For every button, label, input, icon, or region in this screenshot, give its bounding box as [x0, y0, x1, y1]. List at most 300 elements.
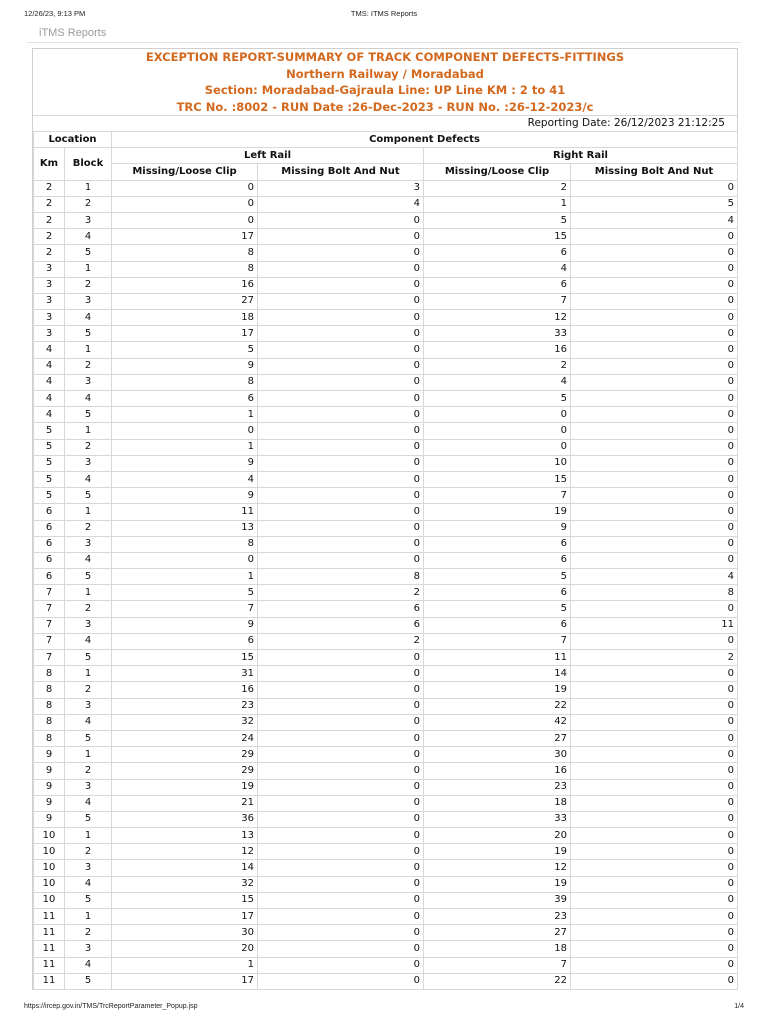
left-bolt-cell: 0 [258, 358, 424, 374]
left-bolt-cell: 0 [258, 892, 424, 908]
right-bolt-cell: 11 [571, 617, 738, 633]
block-cell: 4 [65, 229, 112, 245]
km-cell: 11 [34, 925, 65, 941]
right-clip-cell: 16 [424, 342, 571, 358]
table-row [34, 471, 738, 487]
left-bolt-cell: 2 [258, 633, 424, 649]
right-clip-cell: 27 [424, 730, 571, 746]
print-url: https://ircep.gov.in/TMS/TrcReportParameter_Popup.jsp [24, 1003, 198, 1010]
table-row [34, 310, 738, 326]
left-clip-cell: 0 [112, 423, 258, 439]
block-cell: 5 [65, 892, 112, 908]
right-clip-cell: 4 [424, 261, 571, 277]
km-cell: 4 [34, 391, 65, 407]
right-bolt-cell: 0 [571, 811, 738, 827]
left-bolt-header: Missing Bolt And Nut [258, 164, 424, 180]
block-cell: 3 [65, 536, 112, 552]
left-bolt-cell: 0 [258, 391, 424, 407]
table-row [34, 779, 738, 795]
right-clip-cell: 15 [424, 471, 571, 487]
table-row [34, 488, 738, 504]
left-bolt-cell: 0 [258, 730, 424, 746]
km-cell: 7 [34, 650, 65, 666]
block-cell: 1 [65, 180, 112, 196]
right-bolt-cell: 0 [571, 229, 738, 245]
block-cell: 1 [65, 423, 112, 439]
left-bolt-cell: 0 [258, 747, 424, 763]
left-bolt-cell: 6 [258, 601, 424, 617]
block-cell: 1 [65, 909, 112, 925]
km-cell: 4 [34, 358, 65, 374]
block-cell: 3 [65, 860, 112, 876]
left-clip-cell: 14 [112, 860, 258, 876]
right-clip-cell: 15 [424, 229, 571, 245]
left-clip-cell: 13 [112, 520, 258, 536]
block-cell: 1 [65, 261, 112, 277]
right-bolt-cell: 0 [571, 860, 738, 876]
right-bolt-cell: 2 [571, 650, 738, 666]
left-clip-cell: 17 [112, 973, 258, 989]
right-bolt-cell: 5 [571, 196, 738, 212]
km-cell: 5 [34, 488, 65, 504]
left-bolt-cell: 0 [258, 682, 424, 698]
left-clip-cell: 17 [112, 229, 258, 245]
km-cell: 10 [34, 892, 65, 908]
block-cell: 3 [65, 293, 112, 309]
left-clip-cell: 18 [112, 310, 258, 326]
right-bolt-cell: 0 [571, 342, 738, 358]
right-bolt-cell: 0 [571, 941, 738, 957]
right-clip-cell: 9 [424, 520, 571, 536]
left-clip-cell: 19 [112, 779, 258, 795]
table-row [34, 860, 738, 876]
right-bolt-cell: 4 [571, 569, 738, 585]
table-row [34, 973, 738, 989]
block-cell: 4 [65, 714, 112, 730]
print-page-number: 1/4 [734, 1003, 744, 1010]
right-clip-cell: 23 [424, 909, 571, 925]
table-row [34, 245, 738, 261]
km-cell: 2 [34, 229, 65, 245]
right-clip-cell: 5 [424, 569, 571, 585]
left-clip-cell: 27 [112, 293, 258, 309]
block-cell: 2 [65, 925, 112, 941]
right-clip-cell: 7 [424, 633, 571, 649]
left-bolt-cell: 0 [258, 844, 424, 860]
right-clip-cell: 0 [424, 407, 571, 423]
right-bolt-cell: 0 [571, 552, 738, 568]
defects-table-body [34, 180, 738, 989]
left-bolt-cell: 0 [258, 310, 424, 326]
left-clip-cell: 16 [112, 682, 258, 698]
left-bolt-cell: 0 [258, 407, 424, 423]
left-clip-cell: 23 [112, 698, 258, 714]
km-cell: 7 [34, 617, 65, 633]
block-cell: 2 [65, 763, 112, 779]
km-cell: 6 [34, 536, 65, 552]
left-bolt-cell: 0 [258, 698, 424, 714]
km-cell: 3 [34, 261, 65, 277]
table-row [34, 504, 738, 520]
table-row [34, 617, 738, 633]
right-clip-cell: 12 [424, 310, 571, 326]
table-row [34, 763, 738, 779]
table-row [34, 811, 738, 827]
left-bolt-cell: 0 [258, 650, 424, 666]
km-cell: 4 [34, 407, 65, 423]
km-cell: 8 [34, 666, 65, 682]
right-clip-cell: 20 [424, 828, 571, 844]
block-cell: 2 [65, 439, 112, 455]
left-clip-cell: 21 [112, 795, 258, 811]
right-bolt-cell: 0 [571, 293, 738, 309]
table-row [34, 358, 738, 374]
left-bolt-cell: 0 [258, 504, 424, 520]
km-header: Km [34, 148, 65, 180]
left-bolt-cell: 0 [258, 666, 424, 682]
block-cell: 3 [65, 617, 112, 633]
left-clip-cell: 5 [112, 342, 258, 358]
left-clip-cell: 1 [112, 569, 258, 585]
right-bolt-cell: 0 [571, 439, 738, 455]
table-row [34, 342, 738, 358]
table-row [34, 536, 738, 552]
right-clip-cell: 6 [424, 552, 571, 568]
left-rail-header: Left Rail [112, 148, 424, 164]
right-bolt-cell: 0 [571, 374, 738, 390]
table-row [34, 682, 738, 698]
left-clip-cell: 9 [112, 617, 258, 633]
left-bolt-cell: 3 [258, 180, 424, 196]
block-cell: 5 [65, 407, 112, 423]
km-cell: 3 [34, 277, 65, 293]
block-cell: 2 [65, 358, 112, 374]
block-cell: 4 [65, 957, 112, 973]
table-row [34, 585, 738, 601]
km-cell: 9 [34, 811, 65, 827]
right-clip-cell: 42 [424, 714, 571, 730]
right-bolt-cell: 0 [571, 504, 738, 520]
right-bolt-cell: 0 [571, 471, 738, 487]
left-clip-cell: 7 [112, 601, 258, 617]
left-bolt-cell: 0 [258, 212, 424, 228]
km-cell: 4 [34, 342, 65, 358]
table-row [34, 277, 738, 293]
right-bolt-cell: 4 [571, 212, 738, 228]
table-row [34, 407, 738, 423]
km-cell: 2 [34, 245, 65, 261]
km-cell: 9 [34, 779, 65, 795]
block-cell: 1 [65, 504, 112, 520]
block-cell: 3 [65, 779, 112, 795]
left-clip-cell: 12 [112, 844, 258, 860]
table-row [34, 439, 738, 455]
table-row [34, 828, 738, 844]
km-cell: 2 [34, 212, 65, 228]
left-bolt-cell: 0 [258, 941, 424, 957]
block-cell: 5 [65, 488, 112, 504]
left-clip-cell: 16 [112, 277, 258, 293]
left-bolt-cell: 0 [258, 763, 424, 779]
left-clip-cell: 15 [112, 650, 258, 666]
left-clip-cell: 4 [112, 471, 258, 487]
right-bolt-cell: 0 [571, 682, 738, 698]
component-defects-header: Component Defects [112, 132, 738, 148]
left-clip-cell: 1 [112, 439, 258, 455]
table-row [34, 957, 738, 973]
right-bolt-cell: 0 [571, 957, 738, 973]
left-clip-cell: 29 [112, 747, 258, 763]
right-bolt-cell: 0 [571, 261, 738, 277]
left-bolt-cell: 0 [258, 455, 424, 471]
block-cell: 2 [65, 196, 112, 212]
right-bolt-header: Missing Bolt And Nut [571, 164, 738, 180]
left-clip-cell: 9 [112, 488, 258, 504]
right-bolt-cell: 0 [571, 730, 738, 746]
left-bolt-cell: 0 [258, 261, 424, 277]
block-cell: 2 [65, 277, 112, 293]
right-clip-cell: 33 [424, 811, 571, 827]
reporting-date: Reporting Date: 26/12/2023 21:12:25 [33, 115, 737, 131]
km-cell: 3 [34, 326, 65, 342]
km-cell: 11 [34, 909, 65, 925]
block-cell: 4 [65, 471, 112, 487]
right-bolt-cell: 0 [571, 520, 738, 536]
km-cell: 10 [34, 876, 65, 892]
left-clip-cell: 24 [112, 730, 258, 746]
right-bolt-cell: 0 [571, 795, 738, 811]
left-bolt-cell: 0 [258, 779, 424, 795]
right-clip-cell: 22 [424, 698, 571, 714]
block-cell: 1 [65, 747, 112, 763]
right-clip-cell: 1 [424, 196, 571, 212]
left-clip-cell: 6 [112, 633, 258, 649]
right-bolt-cell: 0 [571, 536, 738, 552]
block-cell: 5 [65, 245, 112, 261]
right-bolt-cell: 0 [571, 455, 738, 471]
table-row [34, 423, 738, 439]
right-bolt-cell: 0 [571, 909, 738, 925]
table-row [34, 876, 738, 892]
block-cell: 2 [65, 844, 112, 860]
right-bolt-cell: 0 [571, 633, 738, 649]
right-bolt-cell: 0 [571, 666, 738, 682]
table-row [34, 601, 738, 617]
right-bolt-cell: 0 [571, 358, 738, 374]
right-clip-cell: 6 [424, 536, 571, 552]
left-bolt-cell: 0 [258, 488, 424, 504]
defects-table [33, 131, 738, 990]
right-clip-cell: 6 [424, 585, 571, 601]
left-clip-cell: 11 [112, 504, 258, 520]
app-bar [27, 24, 741, 43]
right-clip-header: Missing/Loose Clip [424, 164, 571, 180]
block-cell: 3 [65, 941, 112, 957]
right-clip-cell: 22 [424, 973, 571, 989]
km-cell: 10 [34, 844, 65, 860]
block-cell: 5 [65, 569, 112, 585]
left-clip-cell: 0 [112, 552, 258, 568]
right-clip-cell: 14 [424, 666, 571, 682]
km-cell: 11 [34, 957, 65, 973]
left-bolt-cell: 8 [258, 569, 424, 585]
table-row [34, 196, 738, 212]
block-cell: 4 [65, 633, 112, 649]
block-cell: 5 [65, 811, 112, 827]
km-cell: 7 [34, 601, 65, 617]
left-bolt-cell: 0 [258, 795, 424, 811]
block-cell: 3 [65, 698, 112, 714]
table-row [34, 455, 738, 471]
print-footer [24, 1003, 744, 1015]
print-datetime: 12/26/23, 9:13 PM [24, 9, 86, 18]
km-cell: 5 [34, 439, 65, 455]
block-cell: 1 [65, 585, 112, 601]
table-row [34, 569, 738, 585]
left-bolt-cell: 0 [258, 326, 424, 342]
left-clip-cell: 6 [112, 391, 258, 407]
table-row [34, 293, 738, 309]
left-bolt-cell: 0 [258, 471, 424, 487]
left-bolt-cell: 0 [258, 342, 424, 358]
left-bolt-cell: 6 [258, 617, 424, 633]
right-clip-cell: 2 [424, 180, 571, 196]
left-clip-cell: 9 [112, 358, 258, 374]
right-rail-header: Right Rail [424, 148, 738, 164]
right-clip-cell: 6 [424, 245, 571, 261]
left-bolt-cell: 0 [258, 552, 424, 568]
table-row [34, 650, 738, 666]
left-clip-cell: 0 [112, 180, 258, 196]
left-bolt-cell: 0 [258, 860, 424, 876]
km-cell: 8 [34, 714, 65, 730]
km-cell: 5 [34, 455, 65, 471]
block-cell: 2 [65, 520, 112, 536]
km-cell: 9 [34, 763, 65, 779]
left-clip-cell: 32 [112, 714, 258, 730]
km-cell: 7 [34, 633, 65, 649]
right-bolt-cell: 0 [571, 407, 738, 423]
km-cell: 5 [34, 423, 65, 439]
right-bolt-cell: 0 [571, 763, 738, 779]
km-cell: 6 [34, 520, 65, 536]
left-bolt-cell: 0 [258, 245, 424, 261]
table-row [34, 925, 738, 941]
table-row [34, 844, 738, 860]
right-bolt-cell: 0 [571, 180, 738, 196]
left-clip-cell: 1 [112, 957, 258, 973]
left-clip-cell: 8 [112, 536, 258, 552]
right-clip-cell: 12 [424, 860, 571, 876]
left-bolt-cell: 0 [258, 811, 424, 827]
left-clip-header: Missing/Loose Clip [112, 164, 258, 180]
report-trc: TRC No. :8002 - RUN Date :26-Dec-2023 - RUN No. :26-12-2023/c [176, 99, 594, 114]
km-cell: 9 [34, 795, 65, 811]
right-clip-cell: 7 [424, 957, 571, 973]
right-bolt-cell: 0 [571, 245, 738, 261]
table-row [34, 747, 738, 763]
right-clip-cell: 33 [424, 326, 571, 342]
left-clip-cell: 20 [112, 941, 258, 957]
km-cell: 10 [34, 860, 65, 876]
block-header: Block [65, 148, 112, 180]
left-clip-cell: 30 [112, 925, 258, 941]
table-row [34, 698, 738, 714]
table-row [34, 326, 738, 342]
report-section: Section: Moradabad-Gajraula Line: UP Line KM : 2 to 41 [204, 83, 566, 97]
km-cell: 8 [34, 730, 65, 746]
right-clip-cell: 19 [424, 876, 571, 892]
left-clip-cell: 8 [112, 374, 258, 390]
block-cell: 4 [65, 310, 112, 326]
right-clip-cell: 6 [424, 617, 571, 633]
report-title-block [33, 49, 737, 115]
right-clip-cell: 0 [424, 423, 571, 439]
right-clip-cell: 10 [424, 455, 571, 471]
print-title: TMS: ITMS Reports [350, 9, 418, 18]
right-bolt-cell: 0 [571, 601, 738, 617]
left-bolt-cell: 0 [258, 876, 424, 892]
right-bolt-cell: 0 [571, 423, 738, 439]
km-cell: 11 [34, 941, 65, 957]
right-bolt-cell: 0 [571, 391, 738, 407]
left-clip-cell: 31 [112, 666, 258, 682]
right-clip-cell: 19 [424, 504, 571, 520]
left-clip-cell: 5 [112, 585, 258, 601]
right-clip-cell: 5 [424, 601, 571, 617]
right-bolt-cell: 0 [571, 747, 738, 763]
left-clip-cell: 8 [112, 245, 258, 261]
left-clip-cell: 36 [112, 811, 258, 827]
table-row [34, 730, 738, 746]
table-row [34, 391, 738, 407]
left-clip-cell: 1 [112, 407, 258, 423]
right-clip-cell: 5 [424, 391, 571, 407]
right-bolt-cell: 0 [571, 488, 738, 504]
right-clip-cell: 7 [424, 293, 571, 309]
table-row [34, 795, 738, 811]
right-clip-cell: 19 [424, 682, 571, 698]
left-bolt-cell: 0 [258, 925, 424, 941]
left-clip-cell: 0 [112, 196, 258, 212]
table-row [34, 229, 738, 245]
km-cell: 2 [34, 180, 65, 196]
right-clip-cell: 18 [424, 795, 571, 811]
km-cell: 5 [34, 471, 65, 487]
block-cell: 2 [65, 682, 112, 698]
km-cell: 3 [34, 293, 65, 309]
block-cell: 5 [65, 650, 112, 666]
right-bolt-cell: 0 [571, 876, 738, 892]
left-bolt-cell: 0 [258, 293, 424, 309]
table-row [34, 909, 738, 925]
right-bolt-cell: 0 [571, 844, 738, 860]
table-row [34, 374, 738, 390]
right-clip-cell: 0 [424, 439, 571, 455]
left-clip-cell: 13 [112, 828, 258, 844]
left-bolt-cell: 0 [258, 957, 424, 973]
right-clip-cell: 39 [424, 892, 571, 908]
right-clip-cell: 27 [424, 925, 571, 941]
left-clip-cell: 8 [112, 261, 258, 277]
left-bolt-cell: 0 [258, 520, 424, 536]
right-clip-cell: 4 [424, 374, 571, 390]
report-org: Northern Railway / Moradabad [286, 66, 484, 81]
right-bolt-cell: 0 [571, 326, 738, 342]
table-row [34, 633, 738, 649]
block-cell: 5 [65, 973, 112, 989]
app-title: iTMS Reports [39, 27, 107, 39]
